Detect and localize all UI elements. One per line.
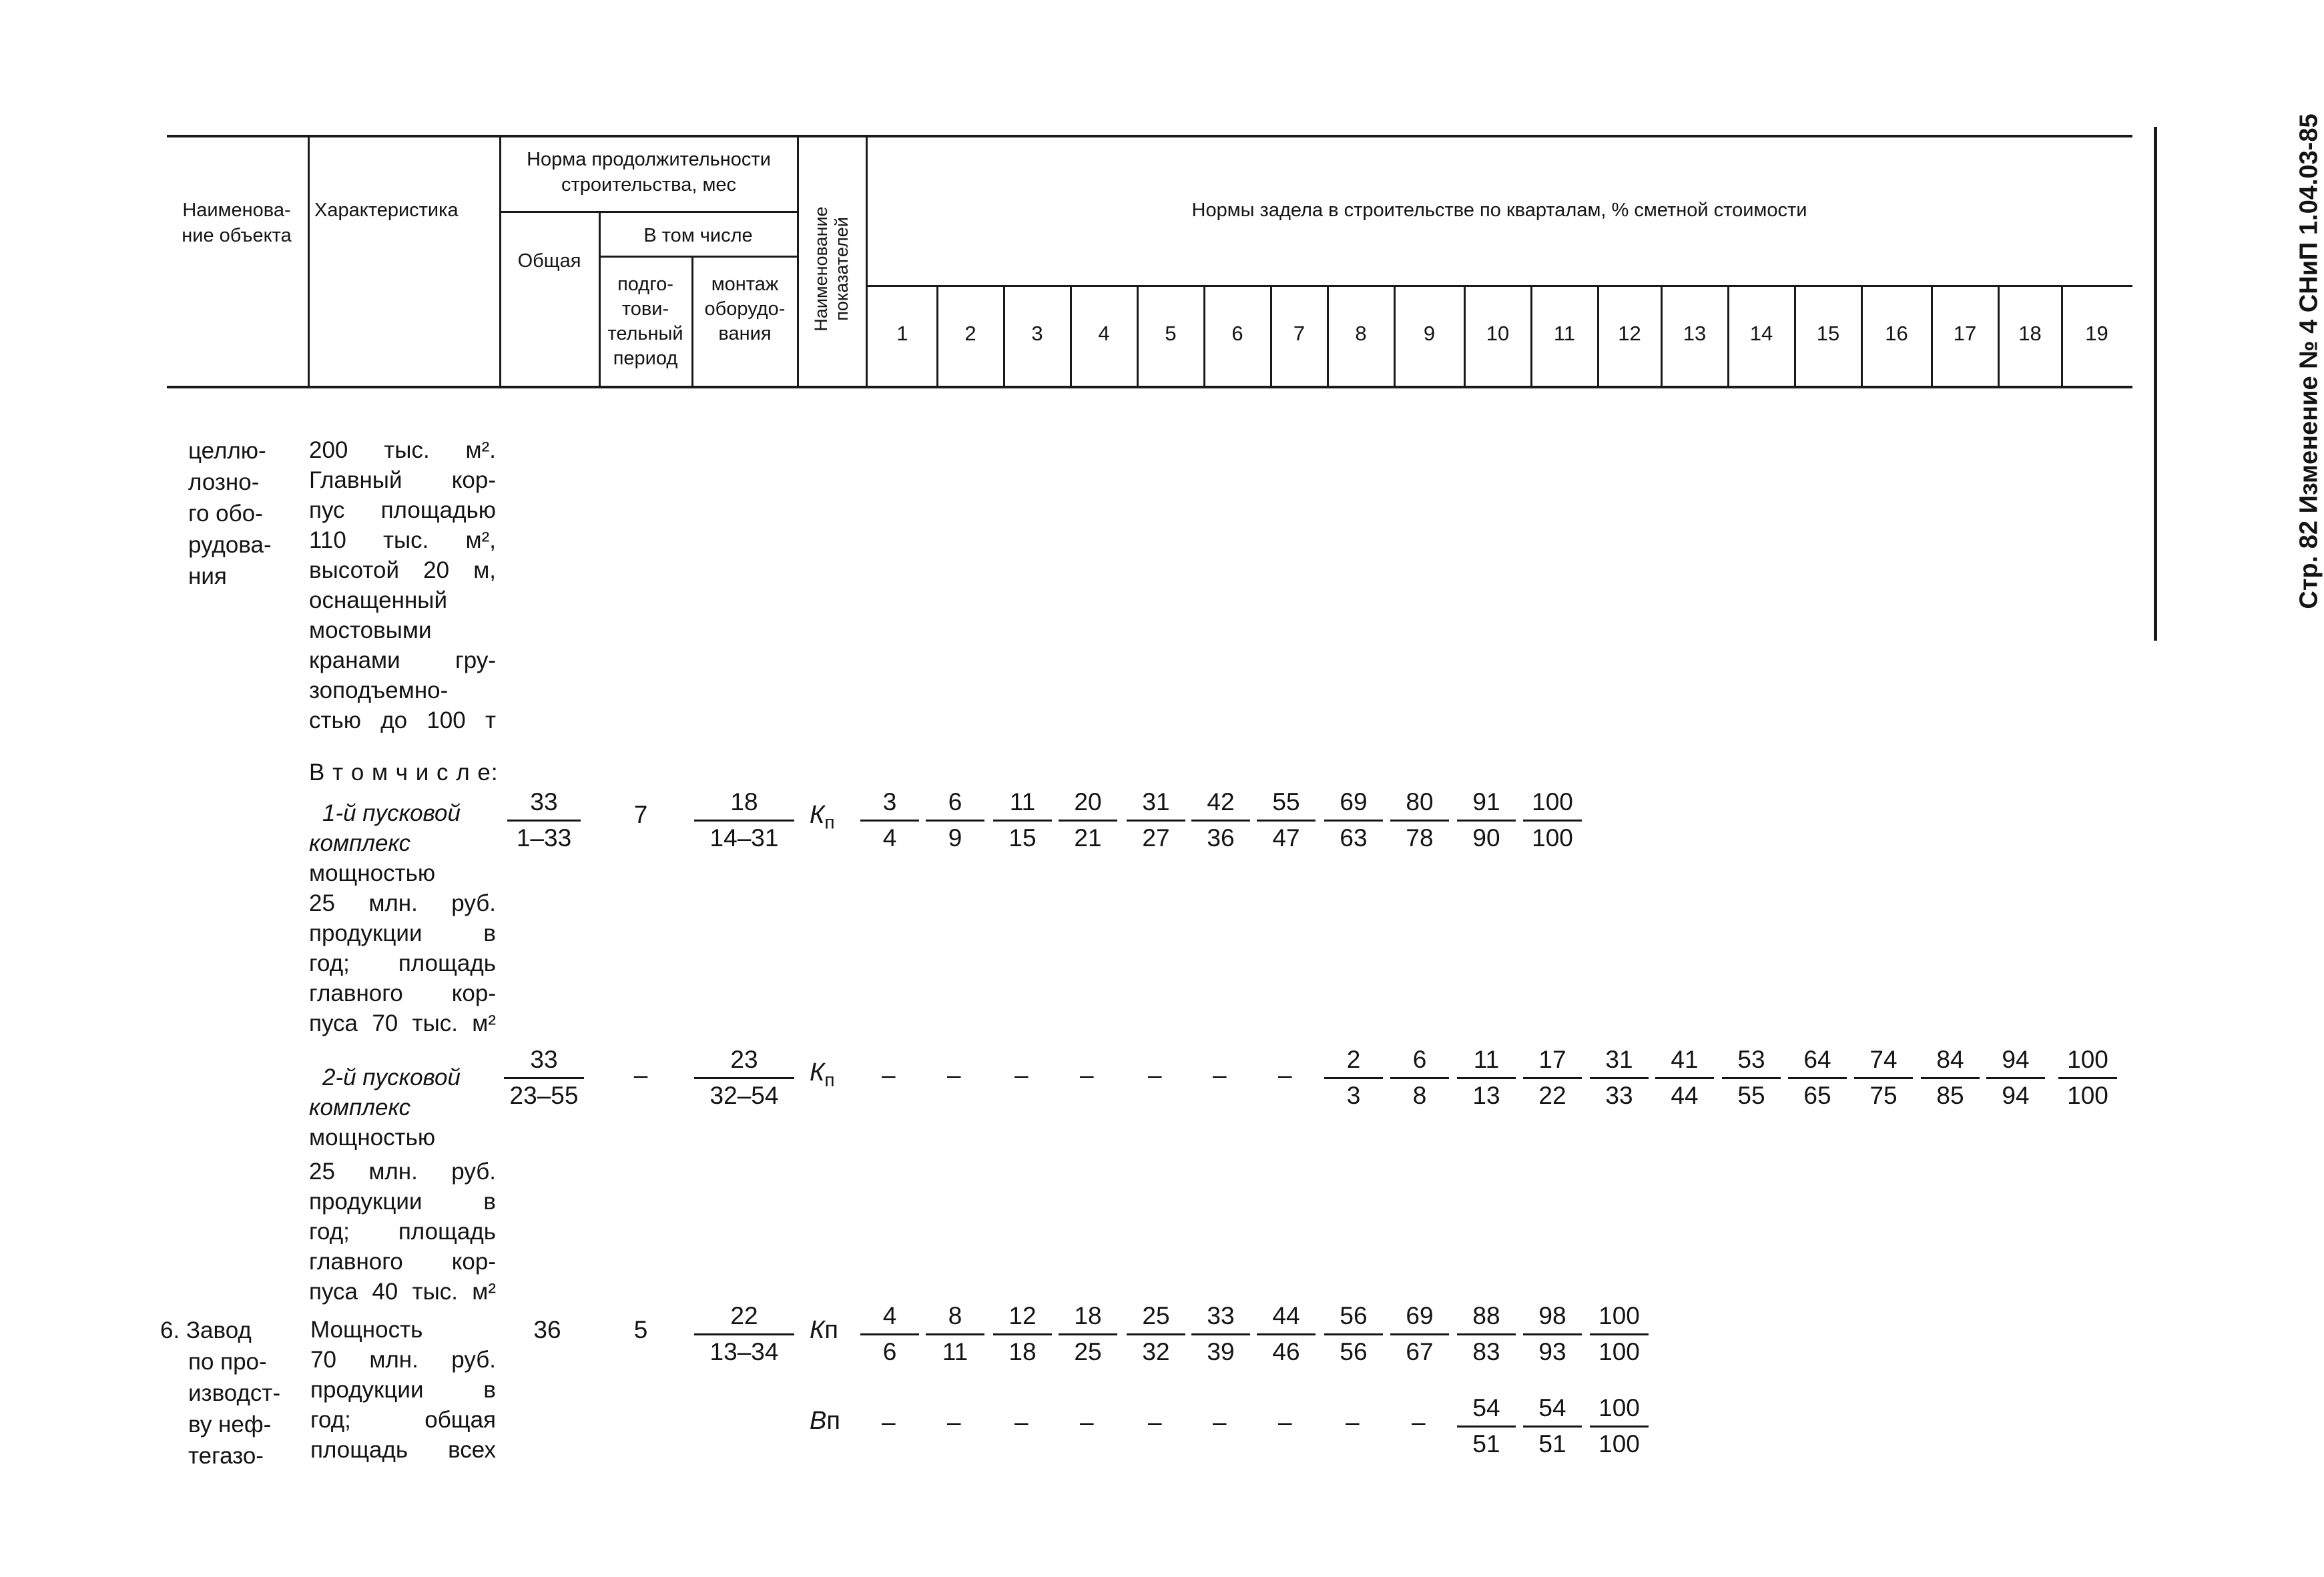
quarter-number: 3: [1031, 322, 1043, 345]
quarter-number: 12: [1618, 322, 1641, 345]
item6-vp-dash: –: [1346, 1408, 1360, 1436]
quarter-number: 18: [2018, 322, 2042, 345]
item6-kp-value: $\frac{44}{46}$: [1257, 1301, 1316, 1369]
item6-vp-dash: –: [1080, 1408, 1094, 1436]
item6-kp-value: $\frac{8}{11}$: [926, 1301, 984, 1369]
complex2-quarter-value: $\frac{41}{44}$: [1655, 1045, 1714, 1113]
col-divider: [797, 135, 799, 387]
quarter-number: 9: [1423, 322, 1436, 345]
complex2-quarter-value: $\frac{84}{85}$: [1921, 1045, 1980, 1113]
table-top-rule: [167, 135, 2132, 137]
quarters-sub-rule: [866, 285, 2132, 287]
complex2-quarter-dash: –: [1080, 1061, 1094, 1088]
complex2-quarter-value: $\frac{64}{65}$: [1788, 1045, 1847, 1113]
side-header: Стр. 82 Изменение № 4 СНиП 1.04.03-85: [2295, 113, 2323, 609]
col-divider: [866, 135, 868, 387]
complex2-description: 2-й пусковой комплекс мощностью 25 млн. руб. продукции в год; площадь главного кор- пуса 40 тыс. м²: [309, 1064, 496, 1305]
header-mounting: монтаж оборудо- вания: [704, 274, 786, 344]
item6-vp-dash: –: [1412, 1408, 1426, 1436]
object-characteristic: 200 тыс. м². Главный кор- пус площадью 110 тыс. м², высотой 20 м, оснащенный мостовыми кранами гру- зоподъемно- стью до 100 т: [309, 437, 496, 733]
complex1-indicator: $К_п$: [810, 801, 835, 833]
header-incl: В том числе: [643, 225, 753, 246]
item6-kp-value: $\frac{69}{67}$: [1390, 1301, 1449, 1369]
complex1-mount: $\frac{18}{14-31}$: [694, 787, 794, 855]
item6-kp-value: $\frac{12}{18}$: [993, 1301, 1052, 1369]
header-prep-period: подго- тови- тельный период: [607, 274, 683, 369]
item6-vp-dash: –: [1148, 1408, 1162, 1436]
quarter-number: 7: [1293, 322, 1305, 345]
item6-vp-value: $\frac{54}{51}$: [1523, 1393, 1582, 1461]
complex2-quarter-dash: –: [1278, 1061, 1292, 1088]
quarter-number: 5: [1165, 322, 1177, 345]
complex1-quarter-value: $\frac{69}{63}$: [1324, 787, 1383, 855]
item6-kp-value: $\frac{98}{93}$: [1523, 1301, 1582, 1369]
item6-name: 6. Завод по про- изводст- ву неф- тегазо-: [160, 1317, 281, 1469]
item6-vp-dash: –: [1014, 1408, 1029, 1436]
complex2-quarter-dash: –: [947, 1061, 961, 1088]
quarter-number: 2: [964, 322, 976, 345]
complex2-quarter-value: $\frac{31}{33}$: [1590, 1045, 1649, 1113]
header-norms: Нормы задела в строительстве по кварталам, % сметной стоимости: [1191, 200, 1807, 221]
item6-vp-value: $\frac{100}{100}$: [1590, 1393, 1649, 1461]
complex2-indicator: $К_п$: [810, 1058, 835, 1090]
header-indicator: Наименование показателей: [811, 206, 852, 332]
item6-vp-dash: –: [947, 1408, 961, 1436]
quarter-number: 13: [1683, 322, 1707, 345]
complex2-quarter-value: $\frac{6}{8}$: [1390, 1045, 1449, 1113]
item6-vp-dash: –: [1278, 1408, 1292, 1436]
item6-prep: 5: [633, 1316, 648, 1343]
complex2-quarter-dash: –: [1148, 1061, 1162, 1088]
complex2-quarter-value: $\frac{17}{22}$: [1523, 1045, 1582, 1113]
complex1-quarter-value: $\frac{6}{9}$: [926, 787, 984, 855]
quarter-number: 19: [2085, 322, 2108, 345]
item6-vp-dash: –: [1213, 1408, 1227, 1436]
quarter-number: 17: [1953, 322, 1977, 345]
item6-kp-value: $\frac{56}{56}$: [1324, 1301, 1383, 1369]
complex1-quarter-value: $\frac{42}{36}$: [1191, 787, 1250, 855]
header-bottom-rule: [167, 386, 2132, 388]
complex1-quarter-value: $\frac{11}{15}$: [993, 787, 1052, 855]
item6-kp-value: $\frac{33}{39}$: [1191, 1301, 1250, 1369]
item6-kp-value: $\frac{100}{100}$: [1590, 1301, 1649, 1369]
complex2-quarter-dash: –: [1213, 1061, 1227, 1088]
including-label: В т о м ч и с л е:: [309, 759, 499, 785]
complex1-description: 1-й пусковой комплекс мощностью 25 млн. руб. продукции в год; площадь главного кор- пуса 70 тыс. м²: [309, 800, 496, 1036]
complex1-prep: 7: [633, 801, 648, 828]
quarter-number: 14: [1749, 322, 1773, 345]
item6-kp-value: $\frac{18}{25}$: [1059, 1301, 1117, 1369]
complex2-quarter-dash: –: [882, 1061, 896, 1088]
quarter-number: 1: [896, 322, 908, 345]
complex2-quarter-value: $\frac{53}{55}$: [1722, 1045, 1781, 1113]
complex2-quarter-value: $\frac{94}{94}$: [1986, 1045, 2045, 1113]
complex1-quarter-value: $\frac{31}{27}$: [1127, 787, 1185, 855]
complex2-quarter-dash: –: [1014, 1061, 1029, 1088]
complex1-quarter-value: $\frac{55}{47}$: [1257, 787, 1316, 855]
header-duration: Норма продолжительности строительства, мес: [527, 149, 771, 196]
col-divider: [499, 135, 501, 387]
complex2-total: $\frac{33}{23-55}$: [504, 1045, 584, 1113]
item6-mount: $\frac{22}{13-34}$: [694, 1301, 794, 1369]
complex2-quarter-value: $\frac{100}{100}$: [2058, 1045, 2117, 1113]
complex1-quarter-value: $\frac{91}{90}$: [1457, 787, 1516, 855]
complex1-total: $\frac{33}{1-33}$: [507, 787, 581, 855]
quarter-number: 8: [1355, 322, 1367, 345]
header-total: Общая: [517, 250, 581, 272]
quarter-number: 10: [1486, 322, 1510, 345]
complex2-quarter-value: $\frac{74}{75}$: [1854, 1045, 1913, 1113]
item6-total: 36: [533, 1316, 561, 1343]
side-header-underline: [2154, 127, 2157, 641]
item6-vp-indicator: Вп: [810, 1407, 840, 1435]
complex2-prep: –: [633, 1061, 648, 1088]
incl-sub-rule: [599, 256, 798, 258]
item6-characteristic: Мощность 70 млн. руб. продукции в год; общая площадь всех: [310, 1317, 496, 1463]
header-characteristic: Характеристика: [314, 200, 459, 221]
header-object-name: Наименова- ние объекта: [182, 200, 292, 246]
quarter-number: 6: [1231, 322, 1243, 345]
item6-kp-value: $\frac{88}{83}$: [1457, 1301, 1516, 1369]
item6-kp-indicator: Кп: [810, 1316, 838, 1344]
item6-kp-value: $\frac{4}{6}$: [860, 1301, 919, 1369]
complex1-quarter-value: $\frac{80}{78}$: [1390, 787, 1449, 855]
item6-kp-value: $\frac{25}{32}$: [1127, 1301, 1185, 1369]
item6-vp-value: $\frac{54}{51}$: [1457, 1393, 1516, 1461]
complex1-quarter-value: $\frac{20}{21}$: [1059, 787, 1117, 855]
item6-vp-dash: –: [882, 1408, 896, 1436]
quarter-number: 11: [1553, 322, 1576, 345]
complex1-quarter-value: $\frac{100}{100}$: [1523, 787, 1582, 855]
duration-sub-rule: [501, 211, 798, 213]
quarter-number: 4: [1098, 322, 1110, 345]
complex2-mount: $\frac{23}{32-54}$: [694, 1045, 794, 1113]
complex2-quarter-value: $\frac{2}{3}$: [1324, 1045, 1383, 1113]
quarter-number: 16: [1885, 322, 1908, 345]
quarter-number: 15: [1816, 322, 1840, 345]
object-name-cont: целлю- лозно- го обо- рудова- ния: [188, 438, 272, 589]
complex1-quarter-value: $\frac{3}{4}$: [860, 787, 919, 855]
complex2-quarter-value: $\frac{11}{13}$: [1457, 1045, 1516, 1113]
col-divider: [308, 135, 310, 387]
